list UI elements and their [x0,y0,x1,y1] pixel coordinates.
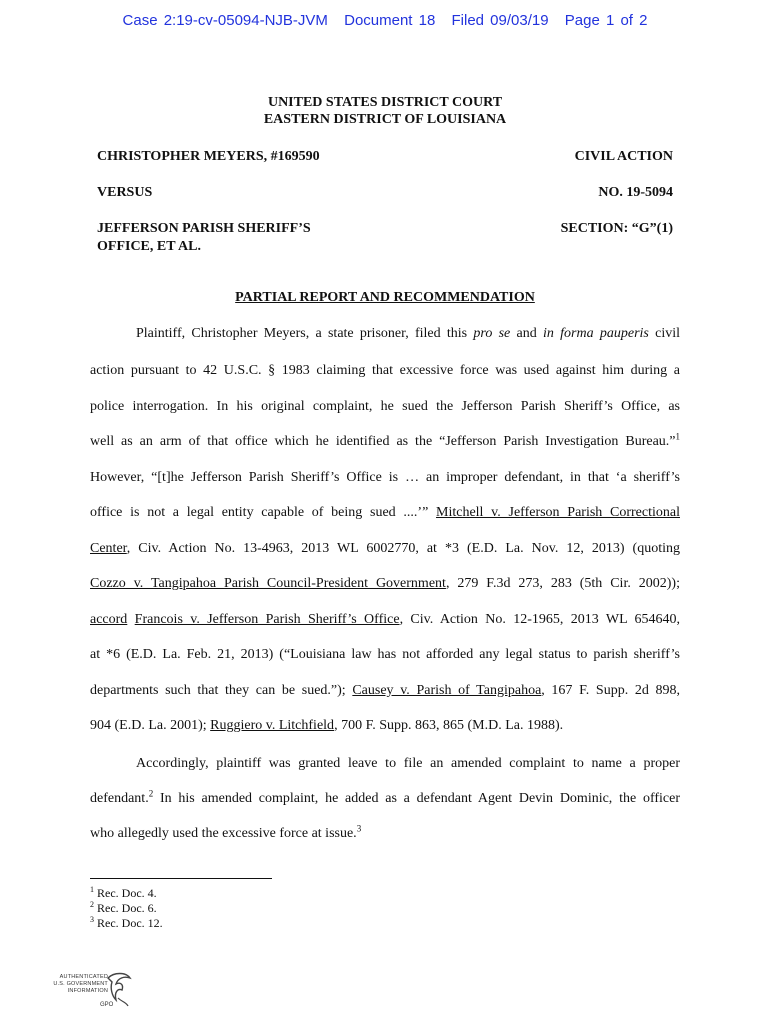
document-title-text: PARTIAL REPORT AND RECOMMENDATION [235,290,535,305]
case-number: Case 2:19-cv-05094-NJB-JVM [122,12,328,29]
footnote-ref-2[interactable]: 2 [148,788,154,799]
document-number: Document 18 [344,12,436,29]
body-line-7: Center, Civ. Action No. 13-4963, 2013 WL 6002770, at *3 (E.D. La. Nov. 12, 2013) (quoting [90,541,680,556]
body-line-5: However, “[t]he Jefferson Parish Sheriff’s Office is … an improper defendant, in that ‘a sheriff’s [90,470,680,485]
footnote-2: $^2$ Rec. Doc. 6. [90,900,157,915]
footnote-1: $^1$ Rec. Doc. 4. [90,885,157,900]
case-cite-causey: Causey v. Parish of Tangipahoa [352,683,542,698]
body-line-6: office is not a legal entity capable of being sued ....’” Mitchell v. Jefferson Parish Correctional [90,505,680,520]
body-line-3: police interrogation. In his original complaint, he sued the Jefferson Parish Sheriff’s Office, as [90,399,680,414]
court-name [0,94,770,128]
footnote-divider [90,878,272,879]
body-line-12: 904 (E.D. La. 2001); Ruggiero v. Litchfield, 700 F. Supp. 863, 865 (M.D. La. 1988). [90,718,564,733]
body-line-9: accord Francois v. Jefferson Parish Sheriff’s Office, Civ. Action No. 12-1965, 2013 WL 654640, [90,612,680,627]
body-line-2: action pursuant to 42 U.S.C. § 1983 claiming that excessive force was used against him during a [90,363,680,378]
gpo-authentication-seal [44,970,134,1014]
case-cite-francois: Francois v. Jefferson Parish Sheriff’s Office [134,612,400,627]
body-line-4: well as an arm of that office which he identified as the “Jefferson Parish Investigation Bureau.”$^1$ [90,431,680,449]
body-line-13: Accordingly, plaintiff was granted leave to file an amended complaint to name a proper [136,756,680,771]
body-line-15: who allegedly used the excessive force at issue.$^3$ [90,823,362,841]
defendant-line-2: OFFICE, ET AL. [97,239,201,254]
plaintiff-name: CHRISTOPHER MEYERS, #169590 [97,149,320,164]
versus-label: VERSUS [97,185,153,200]
case-cite-mitchell-cont: Center [90,541,127,556]
court-line-2: EASTERN DISTRICT OF LOUISIANA [263,112,507,127]
body-line-14: defendant.$^2$ In his amended complaint, he added as a defendant Agent Devin Dominic, the officer [90,788,680,806]
defendant-name [97,220,311,256]
civil-action-label: CIVIL ACTION [574,149,673,164]
footnote-ref-3[interactable]: 3 [356,823,362,834]
case-cite-cozzo: Cozzo v. Tangipahoa Parish Council-President Government [90,576,446,591]
case-cite-ruggiero: Ruggiero v. Litchfield [210,718,335,733]
case-number-caption: NO. 19-5094 [598,185,673,200]
filing-header [0,12,770,29]
body-line-1: Plaintiff, Christopher Meyers, a state prisoner, filed this pro se and in forma pauperis civil [136,326,681,341]
filed-date: Filed 09/03/19 [451,12,549,29]
page-indicator: Page 1 of 2 [564,12,648,29]
footnote-3: $^3$ Rec. Doc. 12. [90,915,163,930]
case-cite-mitchell: Mitchell v. Jefferson Parish Correctional [436,505,680,520]
accord-signal: accord [90,612,128,627]
body-line-11: departments such that they can be sued.”); Causey v. Parish of Tangipahoa, 167 F. Supp. 2d 898, [90,683,681,698]
defendant-line-1: JEFFERSON PARISH SHERIFF’S [97,221,311,236]
body-line-10: at *6 (E.D. La. Feb. 21, 2013) (“Louisiana law has not afforded any legal status to parish sheriff’s [90,647,680,662]
document-title [0,290,770,306]
section-label: SECTION: “G”(1) [560,221,673,236]
gpo-label: GPO [100,1002,114,1008]
footnote-ref-1[interactable]: 1 [675,431,680,442]
seal-text: AUTHENTICATED U.S. GOVERNMENT INFORMATION [53,974,108,994]
court-line-1: UNITED STATES DISTRICT COURT [267,95,503,110]
body-line-8: Cozzo v. Tangipahoa Parish Council-President Government, 279 F.3d 273, 283 (5th Cir. 2002)); [90,576,680,591]
